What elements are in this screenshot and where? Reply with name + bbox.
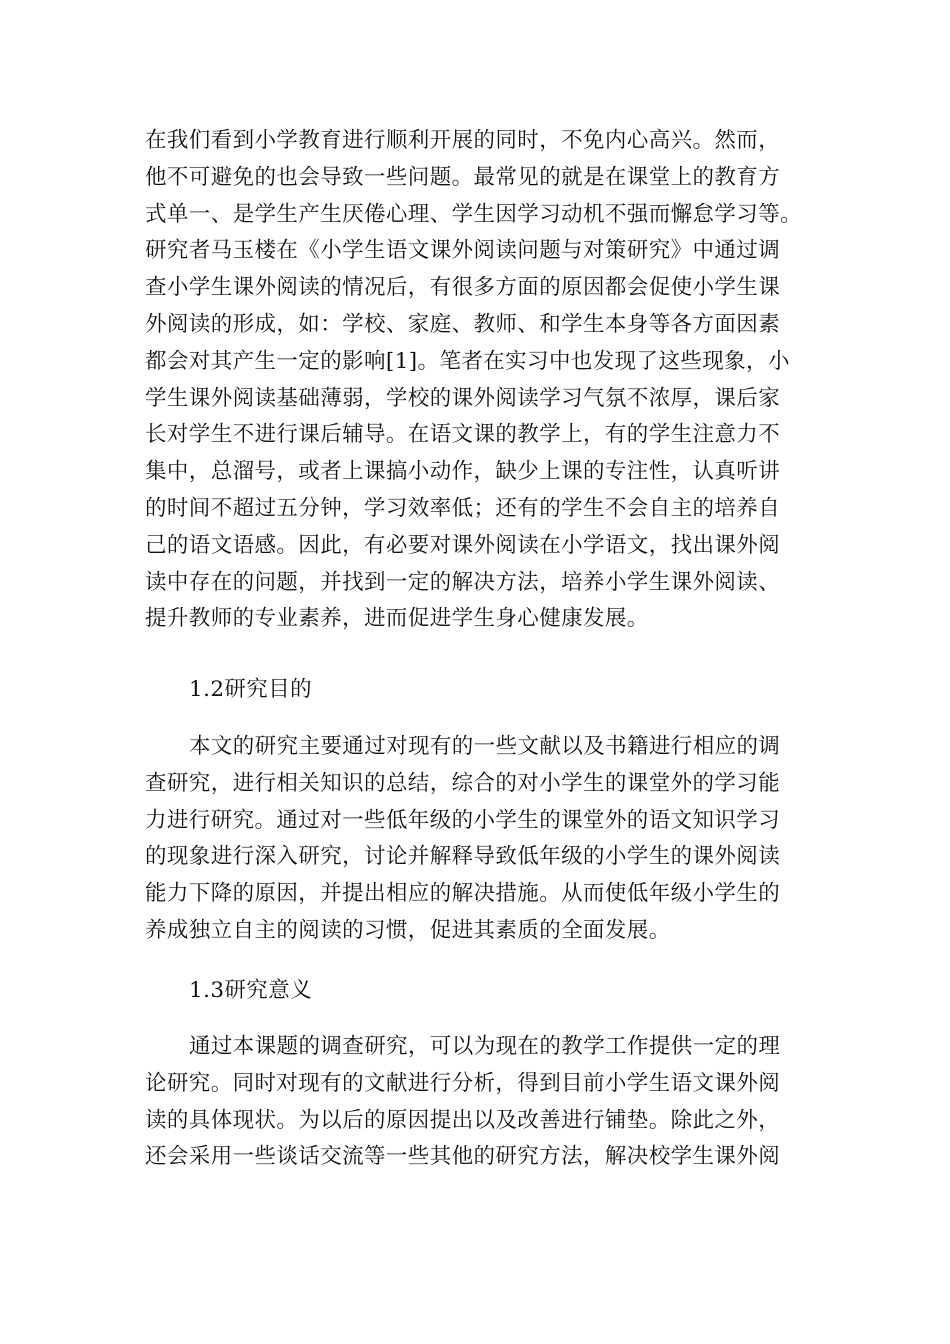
text-line: 的现象进行深入研究，讨论并解释导致低年级的小学生的课外阅读 [145,844,781,870]
section-heading-significance [145,973,805,1010]
heading-text: 1.3研究意义 [189,978,312,1003]
heading-text: 1.2研究目的 [189,677,312,702]
section-heading-purpose [145,672,805,709]
text-line: 集中，总溜号，或者上课搞小动作，缺少上课的专注性，认真听讲 [145,459,781,485]
text-line: 通过本课题的调查研究，可以为现在的教学工作提供一定的理 [189,1034,781,1059]
text-line: 读中存在的问题，并找到一定的解决方法，培养小学生课外阅读、 [145,569,781,595]
text-line: 力进行研究。通过对一些低年级的小学生的课堂外的语文知识学习 [145,807,781,833]
text-line: 的时间不超过五分钟，学习效率低；还有的学生不会自主的培养自 [145,495,781,521]
text-line: 在我们看到小学教育进行顺利开展的同时，不免内心高兴。然而， [145,128,781,153]
text-line: 外阅读的形成，如：学校、家庭、教师、和学生本身等各方面因素 [145,311,781,337]
text-line: 提升教师的专业素养，进而促进学生身心健康发展。 [145,606,649,632]
text-line: 能力下降的原因，并提出相应的解决措施。从而使低年级小学生的 [145,881,781,907]
paragraph-significance [145,1029,805,1176]
text-line: 还会采用一些谈话交流等一些其他的研究方法，解决校学生课外阅 [145,1144,781,1170]
text-line: 长对学生不进行课后辅导。在语文课的教学上，有的学生注意力不 [145,422,781,448]
text-line: 读的具体现状。为以后的原因提出以及改善进行铺垫。除此之外， [145,1107,781,1133]
text-line: 他不可避免的也会导致一些问题。最常见的就是在课堂上的教育方 [145,164,781,190]
text-line: 养成独立自主的阅读的习惯，促进其素质的全面发展。 [145,917,671,943]
text-line: 式单一、是学生产生厌倦心理、学生因学习动机不强而懈怠学习等。 [145,201,803,227]
text-line: 查研究，进行相关知识的总结，综合的对小学生的课堂外的学习能 [145,770,781,796]
paragraph-background [145,123,805,638]
text-line: 本文的研究主要通过对现有的一些文献以及书籍进行相应的调 [189,734,781,759]
text-line: 都会对其产生一定的影响[1]。笔者在实习中也发现了这些现象，小 [145,348,790,374]
text-line: 学生课外阅读基础薄弱，学校的课外阅读学习气氛不浓厚，课后家 [145,385,781,411]
text-line: 己的语文语感。因此，有必要对课外阅读在小学语文，找出课外阅 [145,532,781,558]
text-line: 研究者马玉楼在《小学生语文课外阅读问题与对策研究》中通过调 [145,238,781,264]
text-line: 论研究。同时对现有的文献进行分析，得到目前小学生语文课外阅 [145,1070,781,1096]
paragraph-purpose [145,729,805,950]
text-line: 查小学生课外阅读的情况后，有很多方面的原因都会促使小学生课 [145,275,781,301]
